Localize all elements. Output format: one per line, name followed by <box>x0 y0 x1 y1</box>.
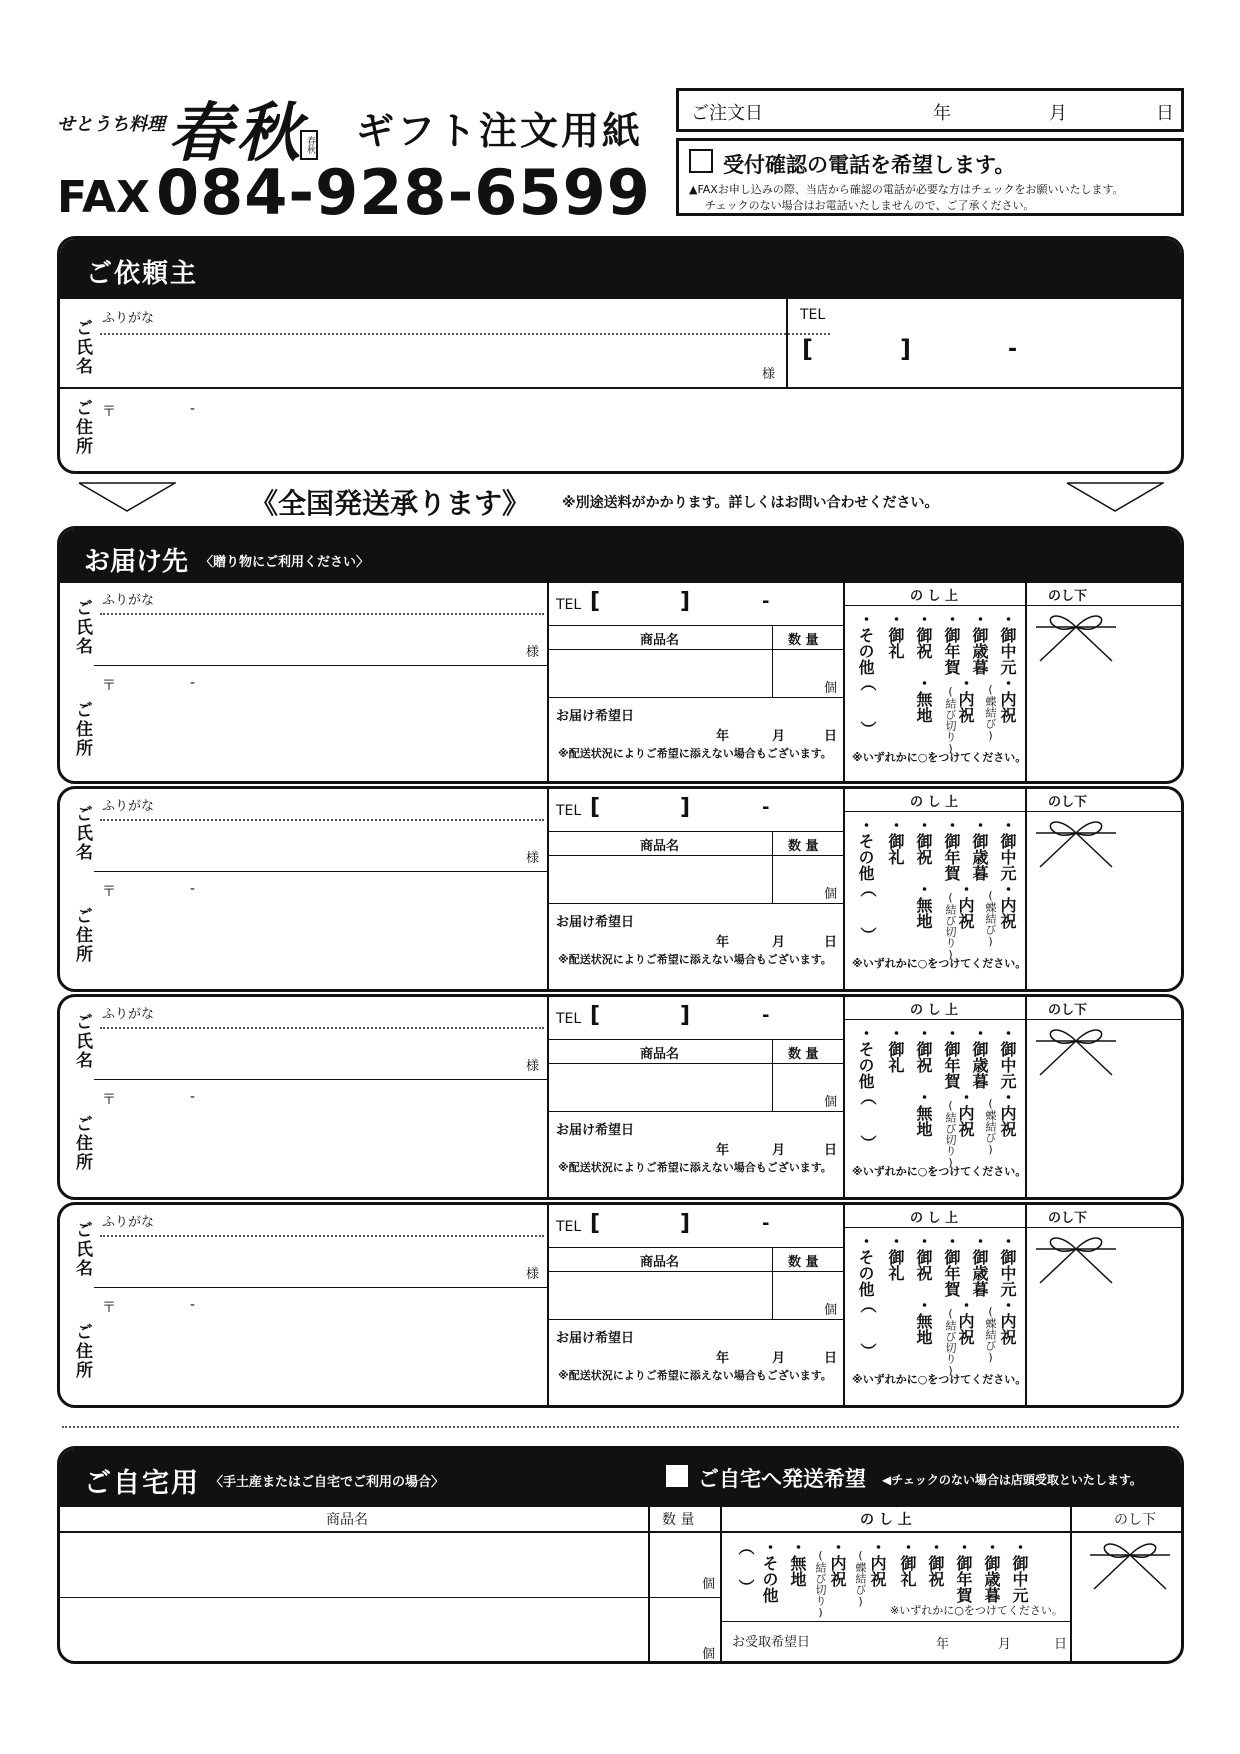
home-noshi-option-muji[interactable]: ・無地 <box>788 1539 807 1587</box>
delivery-subtitle: 〈贈り物にご利用ください〉 <box>200 555 370 570</box>
delivery-product-header: 商品名 <box>640 839 680 854</box>
home-noshi-bottom-header: のし下 <box>1114 1512 1156 1528</box>
noshi-option-oseibo[interactable]: ・御歳暮 <box>970 1233 989 1297</box>
requester-furigana-label: ふりがな <box>102 311 155 326</box>
delivery-date-month: 月 <box>772 1143 786 1158</box>
right-arrow-decoration <box>1066 482 1164 512</box>
delivery-postal-dash: - <box>190 1297 196 1313</box>
delivery-unit: 個 <box>824 887 838 902</box>
delivery-unit: 個 <box>824 1303 838 1318</box>
delivery-noshi-bottom-input[interactable] <box>1030 1021 1182 1181</box>
requester-address-label: ご住所 <box>72 399 92 456</box>
delivery-product-header-divider <box>547 855 843 856</box>
requester-name-label: ご氏名 <box>72 319 92 376</box>
noshi-option-uchiiwai-musubikiri[interactable]: ・内祝 <box>956 881 975 929</box>
noshi-option-oiwai[interactable]: ・御祝 <box>914 817 933 865</box>
delivery-quantity-header: 数 量 <box>788 1255 819 1270</box>
noshi-option-sonota[interactable]: ・その他 <box>856 817 875 881</box>
delivery-address-label: ご住所 <box>72 1115 92 1172</box>
delivery-sama: 様 <box>526 851 540 866</box>
delivery-tel-input[interactable] <box>600 793 836 827</box>
noshi-option-oiwai[interactable]: ・御祝 <box>914 1025 933 1073</box>
delivery-furigana-label: ふりがな <box>102 799 155 814</box>
order-date-box <box>676 88 1184 132</box>
noshi-option-orei[interactable]: ・御礼 <box>886 1233 905 1281</box>
noshi-option-oiwai[interactable]: ・御祝 <box>914 611 933 659</box>
form-title: ギフト注文用紙 <box>356 109 644 153</box>
delivery-panel-3 <box>57 994 1184 1200</box>
delivery-noshi-header-divider <box>843 1019 1184 1020</box>
order-date-year-label: 年 <box>933 103 951 124</box>
delivery-col-divider-2 <box>843 789 845 992</box>
delivery-tel-bracket-close: ] <box>680 795 691 820</box>
delivery-noshi-top-header: の し 上 <box>910 795 959 810</box>
delivery-product-header: 商品名 <box>640 1255 680 1270</box>
delivery-tel-input[interactable] <box>600 587 836 621</box>
delivery-tel-divider <box>547 625 843 626</box>
delivery-date-input[interactable] <box>640 723 840 745</box>
delivery-postal-mark: 〒 <box>102 1300 116 1316</box>
delivery-tel-input[interactable] <box>600 1209 836 1243</box>
home-title: ご自宅用 <box>84 1468 200 1499</box>
noshi-option-muji[interactable]: ・無地 <box>914 675 933 723</box>
home-product-header: 商品名 <box>326 1512 368 1528</box>
noshi-paren-close: ︶ <box>858 1135 877 1151</box>
noshi-option-sonota[interactable]: ・その他 <box>856 1233 875 1297</box>
home-noshi-option-sonota[interactable]: ・その他 <box>760 1539 779 1603</box>
delivery-date-note: ※配送状況によりご希望に添えない場合もございます。 <box>558 1369 832 1382</box>
delivery-noshi-bottom-input[interactable] <box>1030 1229 1182 1389</box>
delivery-furigana-label: ふりがな <box>102 1215 155 1230</box>
delivery-date-year: 年 <box>716 1143 730 1158</box>
home-panel <box>57 1446 1184 1664</box>
name-tel-divider <box>786 299 788 387</box>
noshi-sub-musubikiri: (結び切り) <box>944 685 957 755</box>
requester-tel-bracket-open: [ <box>802 335 813 363</box>
noshi-sub-chomusubi: (蝶結び) <box>984 1097 997 1156</box>
noshi-option-muji[interactable]: ・無地 <box>914 1297 933 1345</box>
noshi-option-uchiiwai-cho[interactable]: ・内祝 <box>998 881 1017 929</box>
requester-title: ご依頼主 <box>86 259 199 289</box>
delivery-noshi-top-header: の し 上 <box>910 1003 959 1018</box>
delivery-noshi-bottom-header: のし下 <box>1048 1211 1088 1226</box>
delivery-tel-divider <box>547 1039 843 1040</box>
delivery-noshi-note: ※いずれかに○をつけてください。 <box>852 957 1027 970</box>
left-arrow-decoration <box>78 482 176 512</box>
delivery-furigana-divider <box>100 819 544 821</box>
delivery-name-input[interactable] <box>100 1031 544 1075</box>
delivery-postal-mark: 〒 <box>102 1092 116 1108</box>
noshi-option-uchiiwai-musubikiri[interactable]: ・内祝 <box>956 1297 975 1345</box>
delivery-tel-label: TEL <box>556 597 582 613</box>
delivery-quantity-header: 数 量 <box>788 1047 819 1062</box>
home-col-divider-1 <box>648 1507 650 1664</box>
delivery-tel-input[interactable] <box>600 1001 836 1035</box>
requester-postal-dash: - <box>190 401 196 417</box>
home-noshi-top-header: の し 上 <box>860 1512 912 1528</box>
requester-row-divider <box>60 387 1184 389</box>
home-pickup-divider <box>720 1621 1070 1622</box>
nationwide-note: ※別途送料がかかります。詳しくはお問い合わせください。 <box>562 495 939 511</box>
delivery-product-header: 商品名 <box>640 633 680 648</box>
order-date-label: ご注文日 <box>691 103 763 124</box>
home-header-divider <box>60 1531 1184 1533</box>
delivery-name-input[interactable] <box>100 1239 544 1283</box>
delivery-date-note: ※配送状況によりご希望に添えない場合もございます。 <box>558 953 832 966</box>
delivery-date-divider <box>547 1111 843 1112</box>
delivery-tel-dash: - <box>762 797 770 818</box>
home-pickup-day: 日 <box>1054 1637 1068 1652</box>
noshi-option-uchiiwai-musubikiri[interactable]: ・内祝 <box>956 675 975 723</box>
noshi-option-uchiiwai-cho[interactable]: ・内祝 <box>998 675 1017 723</box>
delivery-date-month: 月 <box>772 729 786 744</box>
noshi-sub-chomusubi: (蝶結び) <box>984 1305 997 1364</box>
requester-address-input[interactable] <box>100 395 1170 467</box>
home-pickup-month: 月 <box>998 1637 1012 1652</box>
delivery-date-input[interactable] <box>640 1345 840 1367</box>
delivery-date-label: お届け希望日 <box>556 709 635 724</box>
home-noshi-paren-open: ︵ <box>736 1539 755 1555</box>
home-product-input-2[interactable] <box>64 1601 644 1661</box>
confirm-call-note-2: チェックのない場合はお電話いたしませんので、ご了承ください。 <box>705 199 1035 212</box>
noshi-paren-close: ︶ <box>858 1343 877 1359</box>
noshi-paren-open: ︵ <box>858 1297 877 1313</box>
delivery-postal-mark: 〒 <box>102 678 116 694</box>
delivery-postal-dash: - <box>190 881 196 897</box>
home-noshi-option-oiwai[interactable]: ・御祝 <box>926 1539 945 1587</box>
home-col-divider-3 <box>1070 1507 1072 1664</box>
delivery-header <box>60 529 1181 583</box>
delivery-noshi-note: ※いずれかに○をつけてください。 <box>852 751 1027 764</box>
noshi-option-oseibo[interactable]: ・御歳暮 <box>970 611 989 675</box>
delivery-date-input[interactable] <box>640 1137 840 1159</box>
noshi-sub-musubikiri: (結び切り) <box>944 1099 957 1169</box>
delivery-panel-4 <box>57 1202 1184 1408</box>
noshi-option-muji[interactable]: ・無地 <box>914 881 933 929</box>
delivery-noshi-bottom-input[interactable] <box>1030 813 1182 973</box>
requester-tel-dash: - <box>1008 337 1018 362</box>
noshi-option-onenga[interactable]: ・御年賀 <box>942 611 961 675</box>
home-noshi-sub-musubikiri: (結び切り) <box>814 1549 827 1619</box>
noshi-paren-close: ︶ <box>858 721 877 737</box>
delivery-tel-bracket-open: [ <box>590 1211 601 1236</box>
delivery-name-address-divider <box>94 1079 548 1080</box>
delivery-noshi-bottom-header: のし下 <box>1048 1003 1088 1018</box>
requester-tel-bracket-close: ] <box>900 335 911 363</box>
delivery-date-divider <box>547 697 843 698</box>
home-noshi-option-onenga[interactable]: ・御年賀 <box>954 1539 973 1603</box>
delivery-name-input[interactable] <box>100 823 544 867</box>
noshi-paren-open: ︵ <box>858 1089 877 1105</box>
noshi-sub-chomusubi: (蝶結び) <box>984 889 997 948</box>
delivery-furigana-divider <box>100 613 544 615</box>
requester-header <box>60 239 1181 299</box>
noshi-option-ochugen[interactable]: ・御中元 <box>998 1025 1017 1089</box>
delivery-postal-mark: 〒 <box>102 884 116 900</box>
delivery-product-input[interactable] <box>552 653 768 695</box>
delivery-sama: 様 <box>526 1059 540 1074</box>
delivery-tel-bracket-close: ] <box>680 1211 691 1236</box>
home-pickup-year: 年 <box>936 1637 950 1652</box>
delivery-product-header-divider <box>547 1271 843 1272</box>
noshi-option-oseibo[interactable]: ・御歳暮 <box>970 817 989 881</box>
delivery-tel-bracket-close: ] <box>680 589 691 614</box>
home-pickup-label: お受取希望日 <box>732 1635 811 1650</box>
delivery-panel-2 <box>57 786 1184 992</box>
noshi-option-oseibo[interactable]: ・御歳暮 <box>970 1025 989 1089</box>
delivery-noshi-note: ※いずれかに○をつけてください。 <box>852 1373 1027 1386</box>
home-noshi-option-oseibo[interactable]: ・御歳暮 <box>982 1539 1001 1603</box>
noshi-option-orei[interactable]: ・御礼 <box>886 817 905 865</box>
confirm-call-checkbox[interactable] <box>689 149 713 173</box>
delivery-tel-divider <box>547 831 843 832</box>
delivery-name-label: ご氏名 <box>72 1221 92 1278</box>
delivery-title: お届け先 <box>84 547 189 577</box>
home-noshi-option-uchiiwai-musubikiri[interactable]: ・内祝 <box>828 1539 847 1587</box>
delivery-address-label: ご住所 <box>72 701 92 758</box>
delivery-address-label: ご住所 <box>72 907 92 964</box>
delivery-unit: 個 <box>824 681 838 696</box>
delivery-col-divider-2 <box>843 1205 845 1408</box>
logo-prefix: せとうち料理 <box>57 114 165 135</box>
delivery-date-day: 日 <box>824 935 838 950</box>
noshi-sub-chomusubi: (蝶結び) <box>984 683 997 742</box>
noshi-option-sonota[interactable]: ・その他 <box>856 611 875 675</box>
delivery-tel-divider <box>547 1247 843 1248</box>
delivery-noshi-bottom-header: のし下 <box>1048 795 1088 810</box>
delivery-unit: 個 <box>824 1095 838 1110</box>
delivery-tel-dash: - <box>762 591 770 612</box>
fax-number: 084-928-6599 <box>156 156 651 229</box>
home-ship-note: ◀チェックのない場合は店頭受取といたします。 <box>882 1473 1142 1487</box>
delivery-name-address-divider <box>94 665 548 666</box>
delivery-qty-divider <box>772 831 773 903</box>
order-date-month-label: 月 <box>1049 103 1067 124</box>
delivery-col-divider-2 <box>843 583 845 784</box>
home-unit-2: 個 <box>702 1647 716 1662</box>
noshi-option-uchiiwai-musubikiri[interactable]: ・内祝 <box>956 1089 975 1137</box>
logo-seal: 春秋 <box>300 130 318 160</box>
delivery-name-input[interactable] <box>100 617 544 661</box>
noshi-option-uchiiwai-cho[interactable]: ・内祝 <box>998 1297 1017 1345</box>
requester-postal-mark: 〒 <box>102 404 116 420</box>
confirm-call-box <box>676 138 1184 216</box>
noshi-option-onenga[interactable]: ・御年賀 <box>942 1025 961 1089</box>
delivery-tel-bracket-open: [ <box>590 589 601 614</box>
delivery-postal-dash: - <box>190 1089 196 1105</box>
delivery-date-month: 月 <box>772 1351 786 1366</box>
delivery-noshi-bottom-header: のし下 <box>1048 589 1088 604</box>
delivery-tel-label: TEL <box>556 1011 582 1027</box>
home-quantity-header: 数 量 <box>662 1512 695 1528</box>
delivery-address-input[interactable] <box>100 1085 544 1195</box>
delivery-qty-divider <box>772 1039 773 1111</box>
delivery-furigana-divider <box>100 1027 544 1029</box>
home-ship-label: ご自宅へ発送希望 <box>698 1467 866 1491</box>
fax-label: FAX <box>57 172 150 223</box>
delivery-col-divider-1 <box>547 789 549 992</box>
delivery-qty-divider <box>772 625 773 697</box>
delivery-tel-dash: - <box>762 1005 770 1026</box>
delivery-date-day: 日 <box>824 1351 838 1366</box>
delivery-noshi-top-header: の し 上 <box>910 589 959 604</box>
delivery-date-divider <box>547 1319 843 1320</box>
delivery-sama: 様 <box>526 645 540 660</box>
requester-tel-input[interactable] <box>820 335 1160 369</box>
order-date-day-label: 日 <box>1156 103 1174 124</box>
noshi-option-orei[interactable]: ・御礼 <box>886 1025 905 1073</box>
home-ship-checkbox[interactable] <box>666 1465 688 1487</box>
home-subtitle: 〈手土産またはご自宅でご利用の場合〉 <box>210 1475 445 1490</box>
noshi-option-onenga[interactable]: ・御年賀 <box>942 817 961 881</box>
requester-panel <box>57 236 1184 474</box>
delivery-address-input[interactable] <box>100 671 544 781</box>
delivery-product-input[interactable] <box>552 1067 768 1109</box>
home-header <box>60 1449 1181 1507</box>
delivery-noshi-bottom-input[interactable] <box>1030 607 1182 767</box>
requester-name-input[interactable] <box>100 337 830 387</box>
delivery-furigana-label: ふりがな <box>102 1007 155 1022</box>
delivery-date-note: ※配送状況によりご希望に添えない場合もございます。 <box>558 747 832 760</box>
delivery-noshi-header-divider <box>843 1227 1184 1228</box>
delivery-col-divider-1 <box>547 1205 549 1408</box>
delivery-name-label: ご氏名 <box>72 805 92 862</box>
delivery-date-day: 日 <box>824 1143 838 1158</box>
home-col-divider-2 <box>720 1507 722 1664</box>
home-noshi-option-ochugen[interactable]: ・御中元 <box>1010 1539 1029 1603</box>
delivery-date-year: 年 <box>716 935 730 950</box>
delivery-address-input[interactable] <box>100 1293 544 1403</box>
delivery-product-header-divider <box>547 1063 843 1064</box>
home-noshi-option-orei[interactable]: ・御礼 <box>898 1539 917 1587</box>
delivery-tel-bracket-close: ] <box>680 1003 691 1028</box>
home-noshi-option-uchiiwai-cho[interactable]: ・内祝 <box>868 1539 887 1587</box>
home-unit-1: 個 <box>702 1577 716 1592</box>
confirm-call-label: 受付確認の電話を希望します。 <box>723 153 1016 177</box>
delivery-date-note: ※配送状況によりご希望に添えない場合もございます。 <box>558 1161 832 1174</box>
delivery-quantity-header: 数 量 <box>788 839 819 854</box>
home-noshi-sub-chomusubi: (蝶結び) <box>854 1549 867 1608</box>
delivery-date-label: お届け希望日 <box>556 1123 635 1138</box>
delivery-name-label: ご氏名 <box>72 1013 92 1070</box>
delivery-furigana-divider <box>100 1235 544 1237</box>
home-row-divider <box>60 1597 720 1598</box>
delivery-sama: 様 <box>526 1267 540 1282</box>
delivery-date-label: お届け希望日 <box>556 1331 635 1346</box>
requester-sama: 様 <box>762 367 776 382</box>
home-noshi-paren-close: ︶ <box>736 1579 755 1595</box>
delivery-noshi-header-divider <box>843 811 1184 812</box>
delivery-noshi-note: ※いずれかに○をつけてください。 <box>852 1165 1027 1178</box>
noshi-option-uchiiwai-cho[interactable]: ・内祝 <box>998 1089 1017 1137</box>
noshi-sub-musubikiri: (結び切り) <box>944 1307 957 1377</box>
noshi-paren-open: ︵ <box>858 675 877 691</box>
home-pickup-input[interactable] <box>820 1627 1060 1659</box>
delivery-name-label: ご氏名 <box>72 599 92 656</box>
delivery-address-label: ご住所 <box>72 1323 92 1380</box>
noshi-paren-close: ︶ <box>858 927 877 943</box>
noshi-option-orei[interactable]: ・御礼 <box>886 611 905 659</box>
noshi-option-oiwai[interactable]: ・御祝 <box>914 1233 933 1281</box>
delivery-panel-1 <box>57 526 1184 784</box>
delivery-tel-label: TEL <box>556 1219 582 1235</box>
delivery-date-month: 月 <box>772 935 786 950</box>
delivery-date-day: 日 <box>824 729 838 744</box>
delivery-col-divider-1 <box>547 997 549 1200</box>
delivery-tel-dash: - <box>762 1213 770 1234</box>
home-product-input-1[interactable] <box>64 1535 644 1595</box>
section-dotted-divider <box>62 1426 1179 1428</box>
requester-tel-label: TEL <box>800 307 826 323</box>
delivery-noshi-top-header: の し 上 <box>910 1211 959 1226</box>
delivery-date-year: 年 <box>716 729 730 744</box>
delivery-qty-divider <box>772 1247 773 1319</box>
home-noshi-note: ※いずれかに○をつけてください。 <box>890 1604 1063 1617</box>
delivery-product-input[interactable] <box>552 1275 768 1317</box>
delivery-product-input[interactable] <box>552 859 768 901</box>
noshi-option-muji[interactable]: ・無地 <box>914 1089 933 1137</box>
confirm-call-note-1: ▲FAXお申し込みの際、当店から確認の電話が必要な方はチェックをお願いいたします。 <box>689 183 1124 196</box>
noshi-sub-musubikiri: (結び切り) <box>944 891 957 961</box>
noshi-option-ochugen[interactable]: ・御中元 <box>998 611 1017 675</box>
delivery-name-address-divider <box>94 1287 548 1288</box>
noshi-paren-open: ︵ <box>858 881 877 897</box>
delivery-tel-label: TEL <box>556 803 582 819</box>
nationwide-banner: 《全国発送承ります》 <box>250 487 531 520</box>
delivery-col-divider-1 <box>547 583 549 784</box>
noshi-option-ochugen[interactable]: ・御中元 <box>998 1233 1017 1297</box>
furigana-divider <box>100 333 830 335</box>
delivery-date-label: お届け希望日 <box>556 915 635 930</box>
noshi-option-ochugen[interactable]: ・御中元 <box>998 817 1017 881</box>
delivery-date-year: 年 <box>716 1351 730 1366</box>
delivery-quantity-header: 数 量 <box>788 633 819 648</box>
delivery-noshi-header-divider <box>843 605 1184 606</box>
noshi-option-onenga[interactable]: ・御年賀 <box>942 1233 961 1297</box>
delivery-col-divider-2 <box>843 997 845 1200</box>
delivery-tel-bracket-open: [ <box>590 1003 601 1028</box>
delivery-postal-dash: - <box>190 675 196 691</box>
delivery-product-header: 商品名 <box>640 1047 680 1062</box>
delivery-date-input[interactable] <box>640 929 840 951</box>
delivery-product-header-divider <box>547 649 843 650</box>
logo-main: 春秋 <box>168 96 304 171</box>
delivery-date-divider <box>547 903 843 904</box>
home-noshi-bottom-input[interactable] <box>1076 1535 1182 1661</box>
delivery-furigana-label: ふりがな <box>102 593 155 608</box>
delivery-tel-bracket-open: [ <box>590 795 601 820</box>
delivery-address-input[interactable] <box>100 877 544 987</box>
delivery-name-address-divider <box>94 871 548 872</box>
noshi-option-sonota[interactable]: ・その他 <box>856 1025 875 1089</box>
